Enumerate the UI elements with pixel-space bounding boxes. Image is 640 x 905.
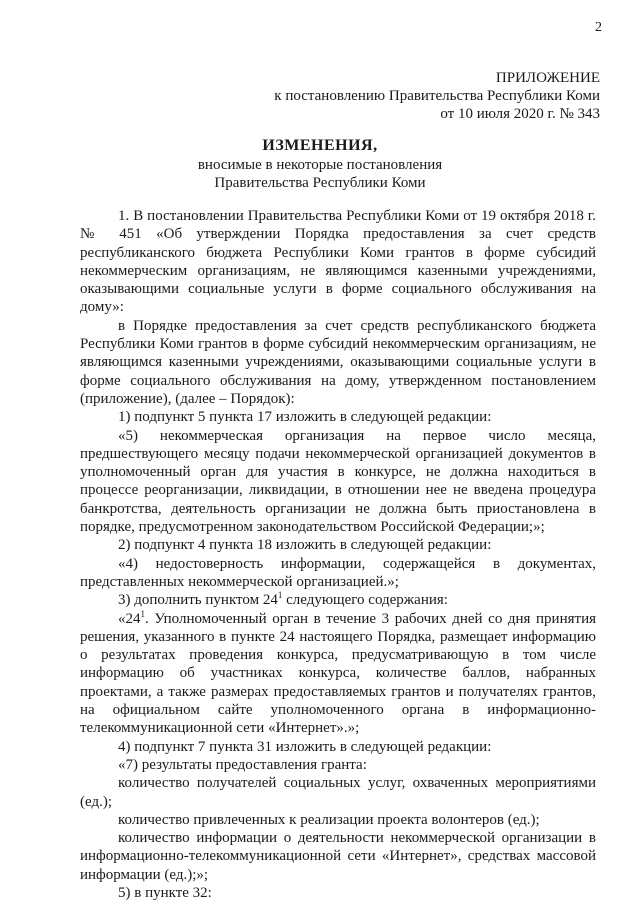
appendix-line-2: от 10 июля 2020 г. № 343 — [440, 106, 600, 122]
document-heading — [0, 136, 640, 192]
paragraph-text: 3) дополнить пунктом 24 — [118, 592, 278, 609]
appendix-header — [274, 69, 600, 123]
paragraph: 2) подпункт 4 пункта 18 изложить в следующей редакции: — [118, 537, 492, 554]
paragraph: 4) подпункт 7 пункта 31 изложить в следующей редакции: — [118, 738, 492, 755]
paragraph-text: следующего содержания: — [282, 592, 448, 609]
paragraph: количество информации о деятельности некоммерческой организации в информационно-телекоммуникационной сети «Интернет», средствах массовой информации (ед.);»; — [80, 830, 596, 883]
paragraph: 5) в пункте 32: — [118, 884, 212, 901]
superscript: 1 — [277, 590, 283, 601]
paragraph: количество привлеченных к реализации проекта волонтеров (ед.); — [118, 811, 540, 828]
paragraph — [80, 610, 596, 738]
page-number: 2 — [595, 20, 602, 35]
superscript: 1 — [140, 608, 145, 619]
appendix-line-1: к постановлению Правительства Республики Коми — [274, 88, 600, 104]
document-title: ИЗМЕНЕНИЯ, — [262, 137, 378, 154]
document-subtitle-2: Правительства Республики Коми — [214, 175, 426, 191]
paragraph: в Порядке предоставления за счет средств республиканского бюджета Республики Коми грантов в форме субсидий некоммерческим организациям, не являющимся казенными учреждениями, оказывающими социальные услуги в форме социального обслуживания на дому, утвержденном постановлением (приложение), (далее – Порядок): — [80, 317, 596, 407]
document-body — [80, 207, 596, 902]
paragraph: количество получателей социальных услуг, охваченных мероприятиями (ед.); — [80, 775, 596, 810]
paragraph-text: «24 — [118, 610, 141, 627]
paragraph: 1) подпункт 5 пункта 17 изложить в следующей редакции: — [118, 409, 492, 426]
paragraph: «7) результаты предоставления гранта: — [118, 756, 367, 773]
paragraph: «4) недостоверность информации, содержащейся в документах, представленных некоммерческой организацией.»; — [80, 555, 596, 590]
paragraph-text: . Уполномоченный орган в течение 3 рабочих дней со дня принятия решения, указанного в пункте 24 настоящего Порядка, размещает информацию о результатах проведения конкурса, предусматривающую в том числе информацию об участниках конкурса, количестве баллов, набранных проектами, а также размерах предоставляемых грантов и получателях грантов, на официальном сайте уполномоченного органа в информационно-телекоммуникационной сети «Интернет».»; — [80, 610, 596, 737]
appendix-title: ПРИЛОЖЕНИЕ — [495, 70, 600, 86]
document-subtitle-1: вносимые в некоторые постановления — [197, 157, 443, 173]
paragraph: 1. В постановлении Правительства Республики Коми от 19 октября 2018 г. № 451 «Об утверждении Порядка предоставления за счет средств республиканского бюджета Республики Коми грантов в форме субсидий некоммерческим организациям, не являющимся казенными учреждениями, оказывающими социальные услуги в форме социального обслуживания на дому»: — [80, 208, 596, 316]
paragraph: «5) некоммерческая организация на первое число месяца, предшествующего месяцу подачи некоммерческой организацией документов в уполномоченный орган для участия в конкурсе, не должна находиться в процессе реорганизации, ликвидации, в отношении нее не введена процедура банкротства, деятельность организации не должна быть приостановлена в порядке, предусмотренном законодательством Российской Федерации;»; — [80, 427, 596, 536]
paragraph — [80, 591, 596, 609]
